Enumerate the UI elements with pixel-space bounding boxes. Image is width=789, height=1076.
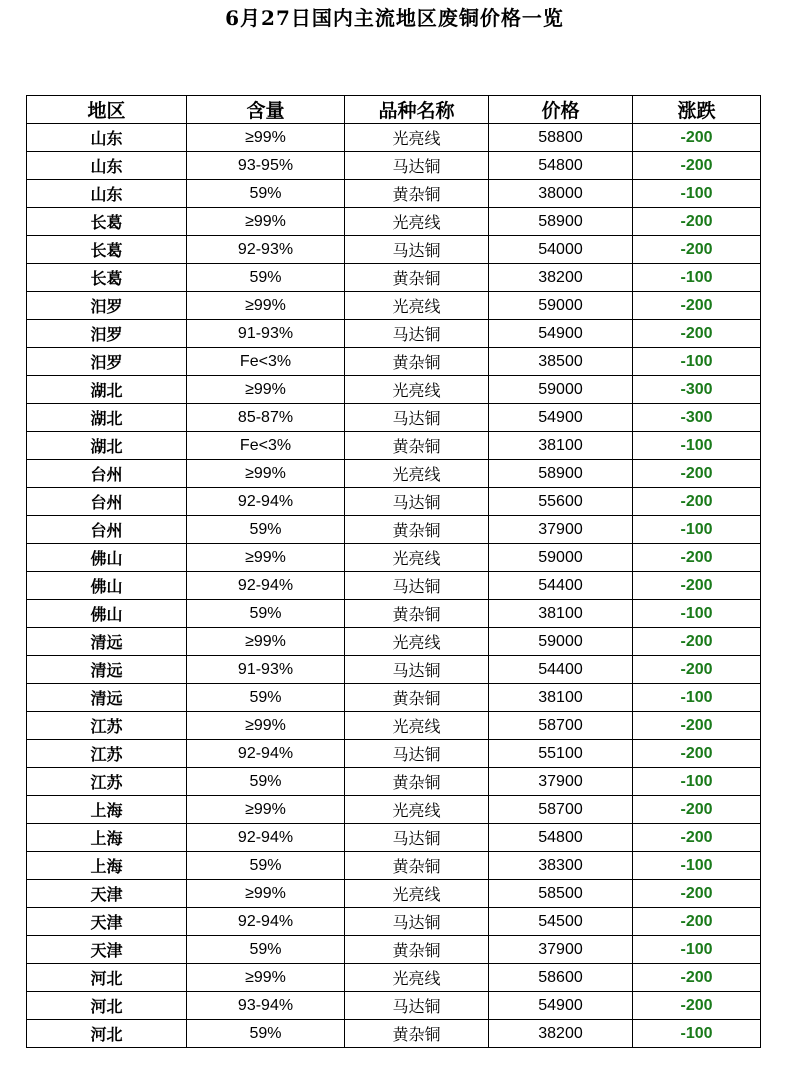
cell-region: 上海 bbox=[27, 824, 187, 852]
cell-price: 58500 bbox=[489, 880, 633, 908]
cell-variety: 马达铜 bbox=[345, 236, 489, 264]
cell-region: 河北 bbox=[27, 964, 187, 992]
cell-grade: 92-94% bbox=[187, 572, 345, 600]
table-row bbox=[27, 992, 761, 1020]
cell-grade: 91-93% bbox=[187, 656, 345, 684]
cell-region: 天津 bbox=[27, 908, 187, 936]
cell-change: -100 bbox=[633, 1020, 761, 1048]
cell-grade: 59% bbox=[187, 1020, 345, 1048]
cell-region: 天津 bbox=[27, 936, 187, 964]
cell-grade: 91-93% bbox=[187, 320, 345, 348]
table-row bbox=[27, 544, 761, 572]
header-price: 价格 bbox=[489, 96, 633, 124]
cell-change: -200 bbox=[633, 152, 761, 180]
cell-price: 58900 bbox=[489, 460, 633, 488]
cell-price: 38100 bbox=[489, 432, 633, 460]
cell-grade: ≥99% bbox=[187, 964, 345, 992]
cell-change: -200 bbox=[633, 572, 761, 600]
cell-variety: 黄杂铜 bbox=[345, 852, 489, 880]
cell-change: -200 bbox=[633, 796, 761, 824]
cell-variety: 黄杂铜 bbox=[345, 180, 489, 208]
header-grade: 含量 bbox=[187, 96, 345, 124]
cell-region: 佛山 bbox=[27, 544, 187, 572]
cell-grade: 59% bbox=[187, 936, 345, 964]
cell-price: 38100 bbox=[489, 600, 633, 628]
cell-change: -200 bbox=[633, 908, 761, 936]
cell-grade: ≥99% bbox=[187, 628, 345, 656]
cell-price: 54500 bbox=[489, 908, 633, 936]
cell-variety: 黄杂铜 bbox=[345, 684, 489, 712]
cell-variety: 光亮线 bbox=[345, 880, 489, 908]
cell-grade: Fe<3% bbox=[187, 432, 345, 460]
cell-change: -200 bbox=[633, 208, 761, 236]
cell-price: 59000 bbox=[489, 628, 633, 656]
cell-change: -200 bbox=[633, 236, 761, 264]
cell-variety: 黄杂铜 bbox=[345, 1020, 489, 1048]
cell-variety: 光亮线 bbox=[345, 292, 489, 320]
cell-region: 天津 bbox=[27, 880, 187, 908]
cell-variety: 黄杂铜 bbox=[345, 432, 489, 460]
cell-change: -200 bbox=[633, 460, 761, 488]
cell-grade: ≥99% bbox=[187, 796, 345, 824]
cell-price: 54400 bbox=[489, 656, 633, 684]
table-row bbox=[27, 740, 761, 768]
cell-region: 山东 bbox=[27, 124, 187, 152]
cell-price: 58700 bbox=[489, 796, 633, 824]
cell-change: -300 bbox=[633, 376, 761, 404]
table-row bbox=[27, 768, 761, 796]
cell-variety: 光亮线 bbox=[345, 964, 489, 992]
cell-price: 59000 bbox=[489, 292, 633, 320]
table-row bbox=[27, 880, 761, 908]
cell-grade: 85-87% bbox=[187, 404, 345, 432]
cell-change: -200 bbox=[633, 292, 761, 320]
cell-grade: 92-94% bbox=[187, 740, 345, 768]
cell-region: 台州 bbox=[27, 516, 187, 544]
cell-price: 54000 bbox=[489, 236, 633, 264]
cell-region: 汨罗 bbox=[27, 320, 187, 348]
header-change: 涨跌 bbox=[633, 96, 761, 124]
table-row bbox=[27, 656, 761, 684]
cell-price: 58800 bbox=[489, 124, 633, 152]
cell-variety: 黄杂铜 bbox=[345, 768, 489, 796]
cell-variety: 马达铜 bbox=[345, 320, 489, 348]
cell-variety: 马达铜 bbox=[345, 152, 489, 180]
table-row bbox=[27, 236, 761, 264]
cell-grade: Fe<3% bbox=[187, 348, 345, 376]
cell-change: -100 bbox=[633, 180, 761, 208]
header-variety: 品种名称 bbox=[345, 96, 489, 124]
cell-region: 湖北 bbox=[27, 432, 187, 460]
price-table bbox=[26, 95, 761, 1048]
cell-change: -100 bbox=[633, 936, 761, 964]
table-row bbox=[27, 124, 761, 152]
cell-price: 54900 bbox=[489, 320, 633, 348]
table-row bbox=[27, 264, 761, 292]
cell-variety: 马达铜 bbox=[345, 404, 489, 432]
cell-variety: 黄杂铜 bbox=[345, 264, 489, 292]
cell-region: 山东 bbox=[27, 180, 187, 208]
cell-change: -100 bbox=[633, 600, 761, 628]
table-row bbox=[27, 292, 761, 320]
table-row bbox=[27, 600, 761, 628]
cell-grade: ≥99% bbox=[187, 292, 345, 320]
cell-variety: 光亮线 bbox=[345, 796, 489, 824]
cell-grade: 59% bbox=[187, 600, 345, 628]
table-row bbox=[27, 796, 761, 824]
table-row bbox=[27, 516, 761, 544]
cell-region: 河北 bbox=[27, 1020, 187, 1048]
table-header-row bbox=[27, 96, 761, 124]
cell-variety: 马达铜 bbox=[345, 824, 489, 852]
cell-region: 清远 bbox=[27, 628, 187, 656]
cell-region: 清远 bbox=[27, 684, 187, 712]
cell-variety: 光亮线 bbox=[345, 628, 489, 656]
cell-region: 长葛 bbox=[27, 264, 187, 292]
cell-region: 长葛 bbox=[27, 236, 187, 264]
cell-change: -100 bbox=[633, 432, 761, 460]
table-row bbox=[27, 684, 761, 712]
cell-change: -200 bbox=[633, 740, 761, 768]
cell-grade: 92-94% bbox=[187, 824, 345, 852]
cell-change: -200 bbox=[633, 964, 761, 992]
cell-change: -200 bbox=[633, 712, 761, 740]
cell-grade: 93-95% bbox=[187, 152, 345, 180]
cell-region: 上海 bbox=[27, 796, 187, 824]
cell-region: 佛山 bbox=[27, 572, 187, 600]
cell-variety: 马达铜 bbox=[345, 656, 489, 684]
table-body bbox=[27, 124, 761, 1048]
cell-price: 58900 bbox=[489, 208, 633, 236]
cell-region: 江苏 bbox=[27, 740, 187, 768]
cell-grade: 93-94% bbox=[187, 992, 345, 1020]
cell-grade: ≥99% bbox=[187, 124, 345, 152]
table-row bbox=[27, 460, 761, 488]
cell-price: 54900 bbox=[489, 404, 633, 432]
cell-change: -200 bbox=[633, 544, 761, 572]
cell-price: 37900 bbox=[489, 768, 633, 796]
table-row bbox=[27, 488, 761, 516]
cell-grade: ≥99% bbox=[187, 208, 345, 236]
cell-variety: 黄杂铜 bbox=[345, 516, 489, 544]
cell-change: -100 bbox=[633, 852, 761, 880]
cell-grade: ≥99% bbox=[187, 376, 345, 404]
page-title: 6月27日国内主流地区废铜价格一览 bbox=[225, 6, 564, 30]
cell-grade: ≥99% bbox=[187, 712, 345, 740]
cell-change: -200 bbox=[633, 656, 761, 684]
cell-variety: 光亮线 bbox=[345, 544, 489, 572]
cell-variety: 马达铜 bbox=[345, 572, 489, 600]
cell-variety: 光亮线 bbox=[345, 712, 489, 740]
cell-grade: ≥99% bbox=[187, 880, 345, 908]
cell-grade: 59% bbox=[187, 516, 345, 544]
cell-grade: 59% bbox=[187, 180, 345, 208]
cell-change: -200 bbox=[633, 124, 761, 152]
cell-price: 38000 bbox=[489, 180, 633, 208]
cell-price: 54400 bbox=[489, 572, 633, 600]
table-row bbox=[27, 432, 761, 460]
cell-variety: 黄杂铜 bbox=[345, 600, 489, 628]
cell-change: -200 bbox=[633, 824, 761, 852]
cell-region: 山东 bbox=[27, 152, 187, 180]
cell-region: 长葛 bbox=[27, 208, 187, 236]
table-row bbox=[27, 320, 761, 348]
cell-change: -100 bbox=[633, 768, 761, 796]
cell-region: 佛山 bbox=[27, 600, 187, 628]
cell-variety: 光亮线 bbox=[345, 376, 489, 404]
cell-region: 清远 bbox=[27, 656, 187, 684]
table-row bbox=[27, 180, 761, 208]
cell-change: -300 bbox=[633, 404, 761, 432]
cell-variety: 马达铜 bbox=[345, 908, 489, 936]
header-region: 地区 bbox=[27, 96, 187, 124]
cell-region: 河北 bbox=[27, 992, 187, 1020]
cell-change: -200 bbox=[633, 320, 761, 348]
cell-variety: 马达铜 bbox=[345, 992, 489, 1020]
cell-region: 台州 bbox=[27, 460, 187, 488]
cell-region: 上海 bbox=[27, 852, 187, 880]
table-row bbox=[27, 152, 761, 180]
cell-price: 58700 bbox=[489, 712, 633, 740]
cell-grade: 59% bbox=[187, 768, 345, 796]
table-row bbox=[27, 1020, 761, 1048]
table-row bbox=[27, 712, 761, 740]
cell-price: 54800 bbox=[489, 152, 633, 180]
cell-change: -100 bbox=[633, 264, 761, 292]
cell-price: 59000 bbox=[489, 544, 633, 572]
table-row bbox=[27, 908, 761, 936]
cell-grade: 92-93% bbox=[187, 236, 345, 264]
cell-variety: 光亮线 bbox=[345, 460, 489, 488]
cell-grade: 59% bbox=[187, 684, 345, 712]
cell-variety: 光亮线 bbox=[345, 124, 489, 152]
cell-region: 湖北 bbox=[27, 404, 187, 432]
table-row bbox=[27, 572, 761, 600]
cell-price: 38100 bbox=[489, 684, 633, 712]
cell-region: 江苏 bbox=[27, 768, 187, 796]
cell-grade: 92-94% bbox=[187, 488, 345, 516]
cell-region: 江苏 bbox=[27, 712, 187, 740]
cell-price: 55600 bbox=[489, 488, 633, 516]
table-row bbox=[27, 936, 761, 964]
cell-price: 38500 bbox=[489, 348, 633, 376]
cell-price: 58600 bbox=[489, 964, 633, 992]
cell-grade: ≥99% bbox=[187, 544, 345, 572]
table-row bbox=[27, 348, 761, 376]
cell-change: -200 bbox=[633, 628, 761, 656]
table-row bbox=[27, 824, 761, 852]
cell-price: 38200 bbox=[489, 1020, 633, 1048]
cell-variety: 黄杂铜 bbox=[345, 936, 489, 964]
cell-price: 54800 bbox=[489, 824, 633, 852]
cell-variety: 黄杂铜 bbox=[345, 348, 489, 376]
cell-price: 37900 bbox=[489, 516, 633, 544]
cell-change: -100 bbox=[633, 684, 761, 712]
cell-change: -100 bbox=[633, 516, 761, 544]
cell-grade: 59% bbox=[187, 264, 345, 292]
cell-price: 38200 bbox=[489, 264, 633, 292]
cell-grade: ≥99% bbox=[187, 460, 345, 488]
table-row bbox=[27, 208, 761, 236]
cell-variety: 马达铜 bbox=[345, 740, 489, 768]
table-row bbox=[27, 376, 761, 404]
cell-region: 湖北 bbox=[27, 376, 187, 404]
table-row bbox=[27, 852, 761, 880]
cell-region: 台州 bbox=[27, 488, 187, 516]
cell-price: 37900 bbox=[489, 936, 633, 964]
cell-change: -200 bbox=[633, 880, 761, 908]
cell-change: -200 bbox=[633, 992, 761, 1020]
cell-price: 59000 bbox=[489, 376, 633, 404]
cell-price: 38300 bbox=[489, 852, 633, 880]
table-row bbox=[27, 964, 761, 992]
cell-price: 54900 bbox=[489, 992, 633, 1020]
table-row bbox=[27, 628, 761, 656]
cell-variety: 光亮线 bbox=[345, 208, 489, 236]
cell-change: -100 bbox=[633, 348, 761, 376]
cell-variety: 马达铜 bbox=[345, 488, 489, 516]
cell-region: 汨罗 bbox=[27, 292, 187, 320]
cell-price: 55100 bbox=[489, 740, 633, 768]
cell-change: -200 bbox=[633, 488, 761, 516]
cell-grade: 59% bbox=[187, 852, 345, 880]
cell-grade: 92-94% bbox=[187, 908, 345, 936]
table-row bbox=[27, 404, 761, 432]
cell-region: 汨罗 bbox=[27, 348, 187, 376]
